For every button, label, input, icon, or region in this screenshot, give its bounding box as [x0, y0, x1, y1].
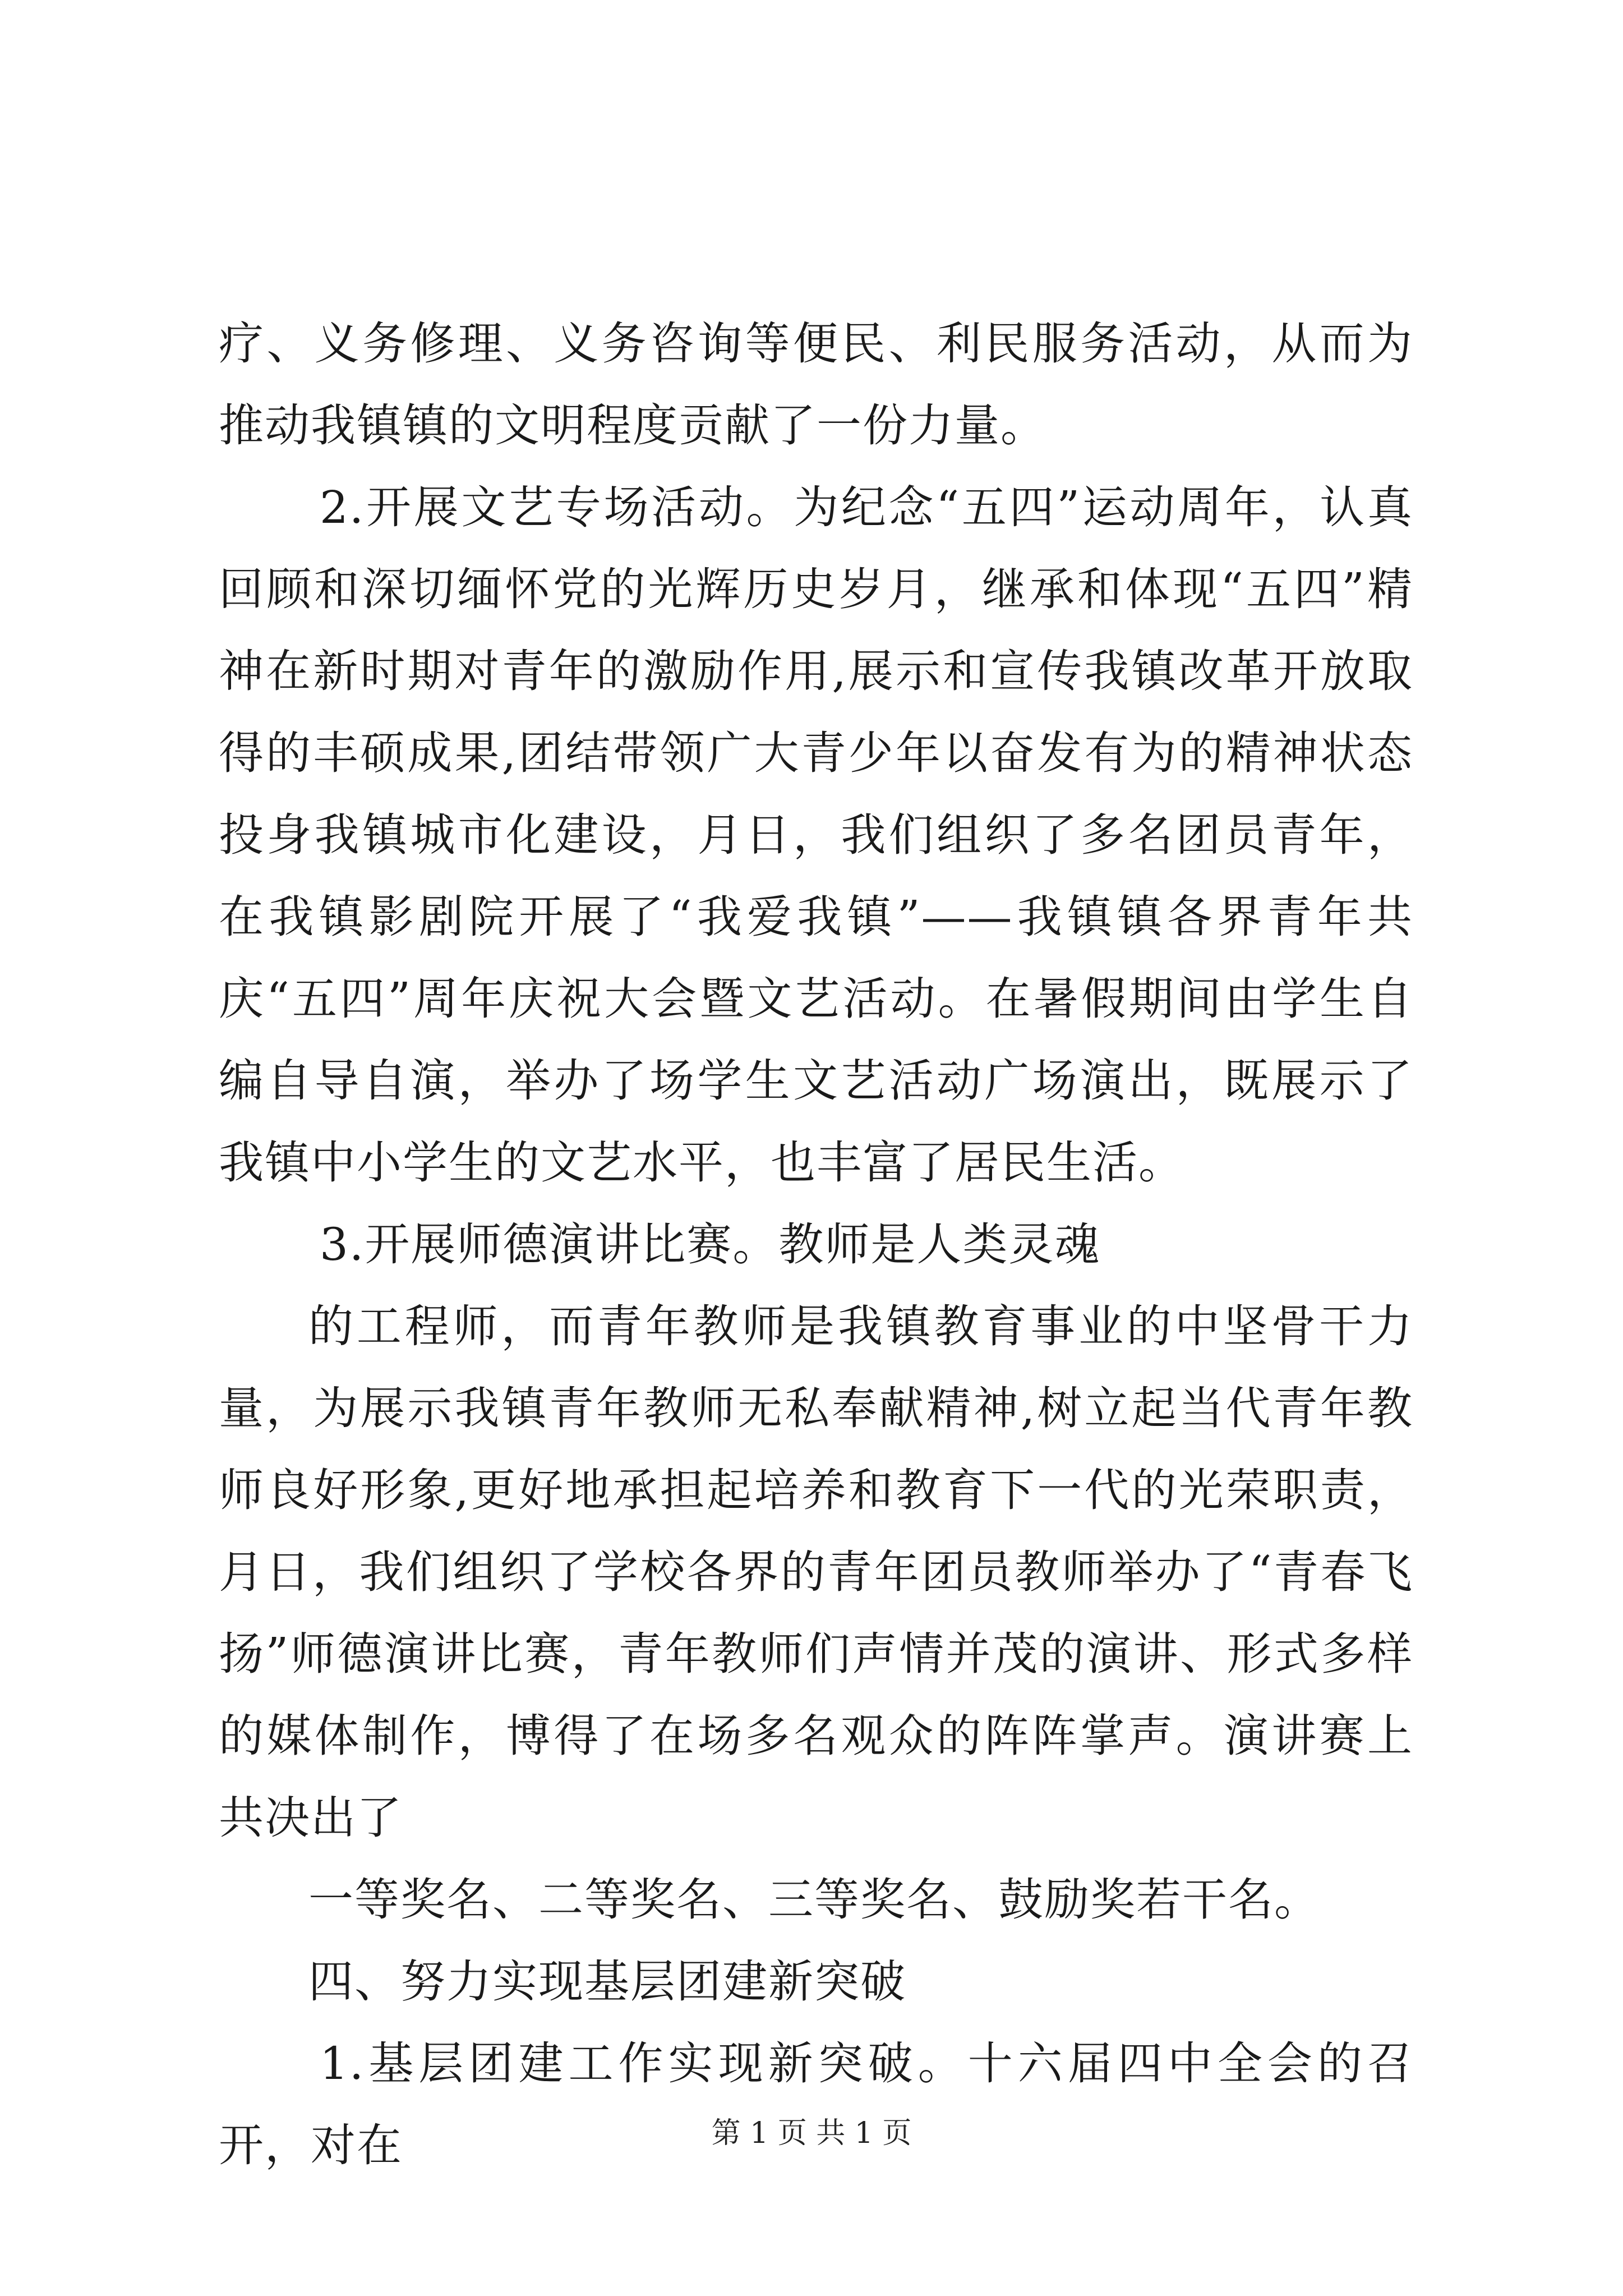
page-footer — [0, 2109, 1623, 2151]
page-number-label: 第 1 页 共 1 页 — [711, 2116, 912, 2150]
paragraph-continuation: 疗、义务修理、义务咨询等便民、利民服务活动，从而为推动我镇镇的文明程度贡献了一份力量。 — [219, 318, 1413, 452]
paragraph-section-2: 2.开展文艺专场活动。为纪念“五四”运动周年，认真回顾和深切缅怀党的光辉历史岁月，继承和体现“五四”精神在新时期对青年的激励作用,展示和宣传我镇改革开放取得的丰硕成果,团结带领广大青少年以奋发有为的精神状态投身我镇城市化建设，月日，我们组织了多名团员青年，在我镇影剧院开展了“我爱我镇”——我镇镇各界青年共庆“五四”周年庆祝大会暨文艺活动。在暑假期间由学生自编自导自演，举办了场学生文艺活动广场演出，既展示了我镇中小学生的文艺水平，也丰富了居民生活。 — [219, 481, 1413, 1189]
paragraph-awards: 一等奖名、二等奖名、三等奖名、鼓励奖若干名。 — [308, 1874, 1320, 1926]
heading-section-4: 四、努力实现基层团建新突破 — [308, 1955, 906, 2008]
document-body — [219, 303, 1413, 2187]
paragraph-section-4-item-1: 1.基层团建工作实现新突破。十六届四中全会的召开，对在 — [219, 2037, 1413, 2171]
paragraph-section-3-heading: 3.开展师德演讲比赛。教师是人类灵魂 — [320, 1218, 1101, 1271]
paragraph-section-3-body: 的工程师，而青年教师是我镇教育事业的中坚骨干力量，为展示我镇青年教师无私奉献精神,树立起当代青年教师良好形象,更好地承担起培养和教育下一代的光荣职责，月日，我们组织了学校各界的青年团员教师举办了“青春飞扬”师德演讲比赛，青年教师们声情并茂的演讲、形式多样的媒体制作，博得了在场多名观众的阵阵掌声。演讲赛上共决出了 — [219, 1300, 1413, 1844]
